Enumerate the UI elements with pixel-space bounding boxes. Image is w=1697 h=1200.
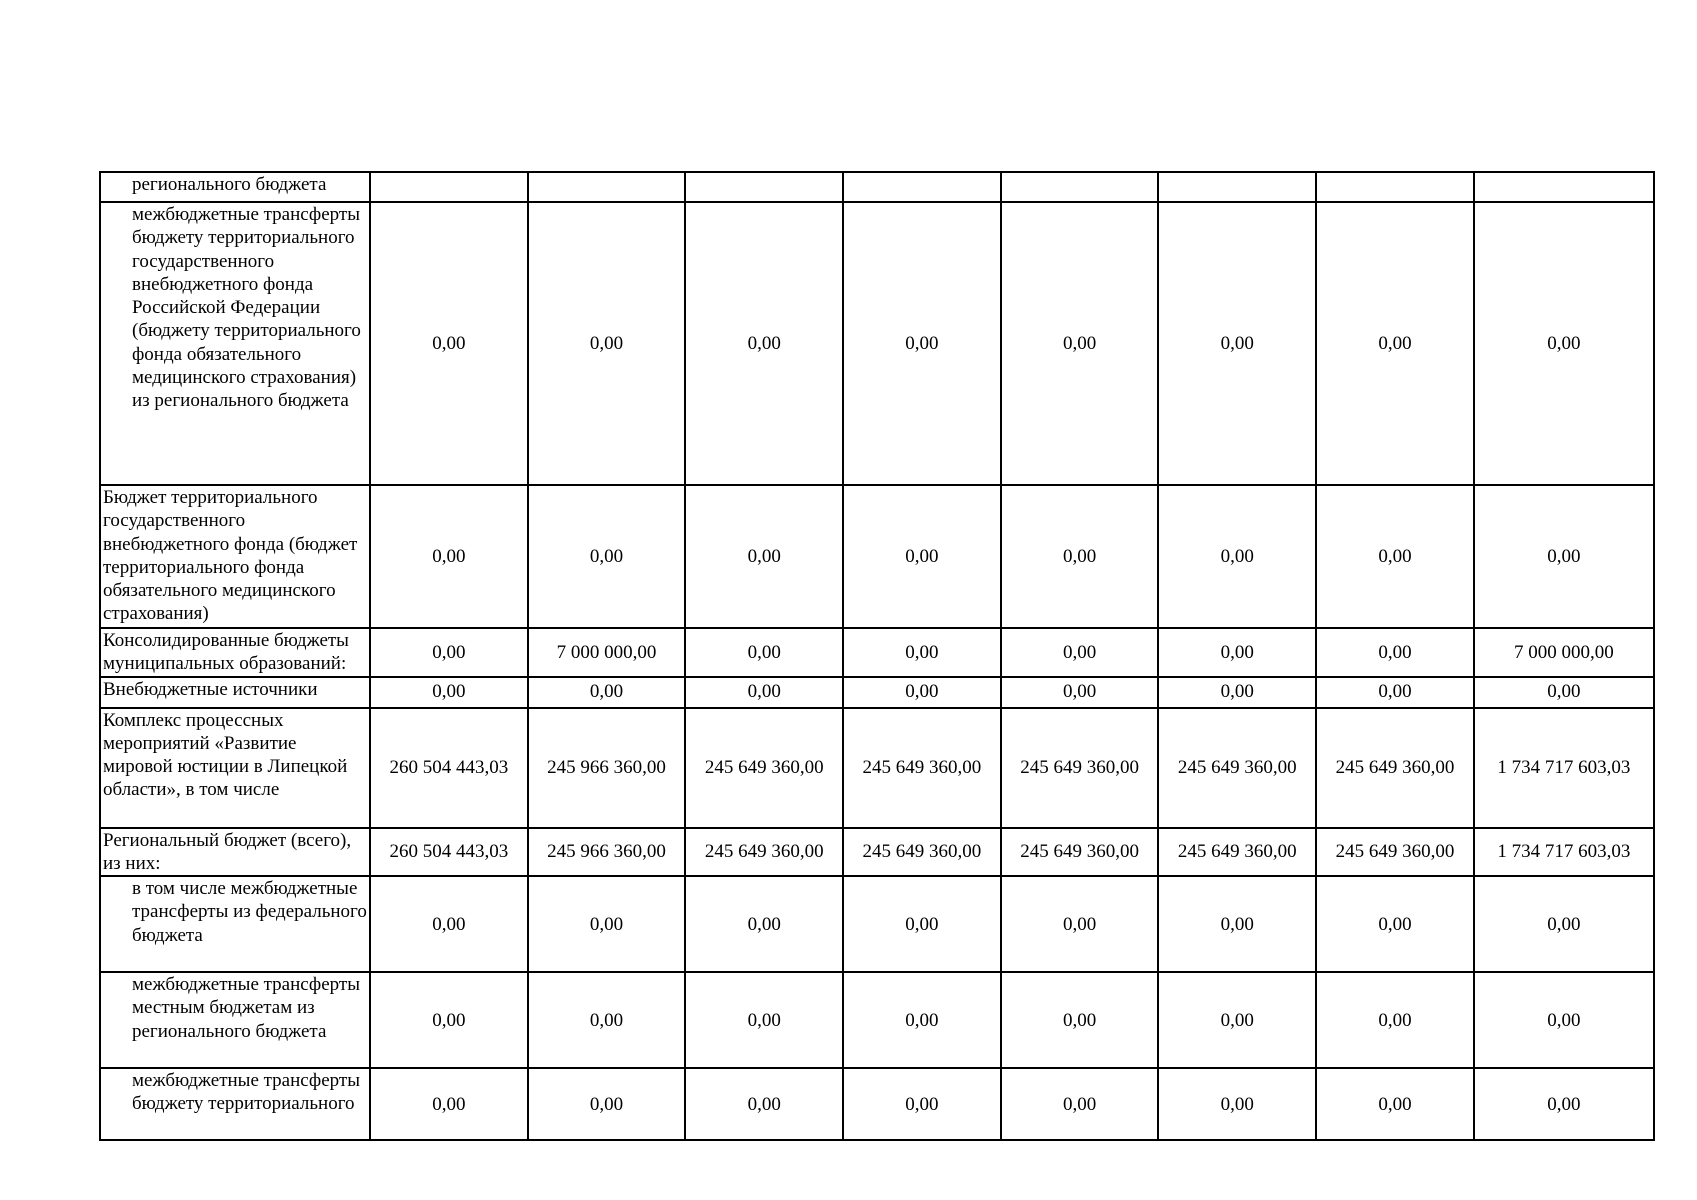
year-value-cell: 245 649 360,00: [1316, 708, 1474, 828]
row-label: Внебюджетные источники: [103, 678, 318, 700]
year-value-cell: 0,00: [685, 677, 843, 708]
year-value-cell: 0,00: [370, 485, 528, 628]
year-value-cell: 0,00: [685, 628, 843, 677]
row-label-cell: [100, 708, 370, 828]
year-value-cell: 0,00: [1316, 1068, 1474, 1140]
year-value-cell: 245 649 360,00: [685, 828, 843, 877]
table-row: [100, 1068, 1654, 1140]
year-value-cell: 0,00: [528, 202, 686, 485]
year-value-cell: 245 649 360,00: [1158, 828, 1316, 877]
year-value-cell: 0,00: [843, 202, 1001, 485]
year-value-cell: [1001, 172, 1159, 202]
total-value-cell: 7 000 000,00: [1474, 628, 1654, 677]
year-value-cell: 0,00: [1316, 485, 1474, 628]
year-value-cell: 260 504 443,03: [370, 708, 528, 828]
table-row: [100, 876, 1654, 972]
year-value-cell: 0,00: [1316, 972, 1474, 1068]
row-label-cell: [100, 876, 370, 972]
year-value-cell: 0,00: [528, 1068, 686, 1140]
budget-table-body: [100, 172, 1654, 1140]
year-value-cell: 0,00: [1001, 972, 1159, 1068]
year-value-cell: 0,00: [843, 972, 1001, 1068]
year-value-cell: 0,00: [1158, 677, 1316, 708]
year-value-cell: 245 649 360,00: [843, 708, 1001, 828]
table-row: [100, 172, 1654, 202]
row-label: межбюджетные трансферты местным бюджетам из регионального бюджета: [132, 974, 360, 1042]
table-row: [100, 202, 1654, 485]
year-value-cell: [843, 172, 1001, 202]
year-value-cell: 0,00: [843, 485, 1001, 628]
year-value-cell: 0,00: [370, 628, 528, 677]
row-label-cell: [100, 172, 370, 202]
year-value-cell: 245 649 360,00: [843, 828, 1001, 877]
year-value-cell: 0,00: [370, 677, 528, 708]
year-value-cell: 0,00: [370, 972, 528, 1068]
year-value-cell: 0,00: [1316, 876, 1474, 972]
year-value-cell: 0,00: [528, 972, 686, 1068]
row-label: межбюджетные трансферты бюджету территориального государственного внебюджетного фонда Российской Федерации (бюджету территориального фонда обязательного медицинского страхования) из регионального бюджета: [132, 204, 361, 412]
year-value-cell: 245 649 360,00: [1001, 708, 1159, 828]
row-label: в том числе межбюджетные трансферты из федерального бюджета: [132, 878, 367, 946]
year-value-cell: 245 966 360,00: [528, 708, 686, 828]
total-value-cell: 0,00: [1474, 972, 1654, 1068]
year-value-cell: 245 649 360,00: [685, 708, 843, 828]
year-value-cell: 0,00: [843, 876, 1001, 972]
row-label-cell: [100, 1068, 370, 1140]
year-value-cell: 0,00: [1158, 485, 1316, 628]
row-label: Консолидированные бюджеты муниципальных образований:: [103, 630, 349, 675]
total-value-cell: 1 734 717 603,03: [1474, 828, 1654, 877]
budget-table: [99, 171, 1655, 1141]
year-value-cell: 0,00: [1158, 876, 1316, 972]
year-value-cell: [1316, 172, 1474, 202]
year-value-cell: 0,00: [1158, 1068, 1316, 1140]
year-value-cell: 0,00: [1316, 202, 1474, 485]
year-value-cell: 0,00: [370, 1068, 528, 1140]
year-value-cell: 0,00: [685, 485, 843, 628]
year-value-cell: 0,00: [370, 876, 528, 972]
total-value-cell: 0,00: [1474, 1068, 1654, 1140]
year-value-cell: 0,00: [685, 972, 843, 1068]
year-value-cell: 0,00: [1001, 1068, 1159, 1140]
table-row: [100, 628, 1654, 677]
row-label-cell: [100, 828, 370, 877]
year-value-cell: 0,00: [1001, 677, 1159, 708]
year-value-cell: 245 649 360,00: [1158, 708, 1316, 828]
row-label: Бюджет территориального государственного внебюджетного фонда (бюджет территориального фонда обязательного медицинского страхования): [103, 487, 358, 625]
year-value-cell: [370, 172, 528, 202]
row-label-cell: [100, 485, 370, 628]
year-value-cell: 0,00: [843, 628, 1001, 677]
total-value-cell: 0,00: [1474, 677, 1654, 708]
table-row: [100, 708, 1654, 828]
year-value-cell: 0,00: [528, 876, 686, 972]
row-label-cell: [100, 628, 370, 677]
year-value-cell: 0,00: [1158, 972, 1316, 1068]
year-value-cell: 0,00: [528, 677, 686, 708]
total-value-cell: 1 734 717 603,03: [1474, 708, 1654, 828]
year-value-cell: 0,00: [843, 677, 1001, 708]
year-value-cell: 0,00: [1158, 628, 1316, 677]
year-value-cell: 7 000 000,00: [528, 628, 686, 677]
total-value-cell: 0,00: [1474, 202, 1654, 485]
year-value-cell: 0,00: [685, 202, 843, 485]
year-value-cell: 0,00: [843, 1068, 1001, 1140]
year-value-cell: 0,00: [370, 202, 528, 485]
year-value-cell: 0,00: [1001, 202, 1159, 485]
row-label: Комплекс процессных мероприятий «Развитие мировой юстиции в Липецкой области», в том числе: [103, 709, 348, 801]
year-value-cell: [685, 172, 843, 202]
year-value-cell: 0,00: [1316, 628, 1474, 677]
row-label-cell: [100, 972, 370, 1068]
row-label-cell: [100, 677, 370, 708]
year-value-cell: 245 966 360,00: [528, 828, 686, 877]
year-value-cell: 245 649 360,00: [1316, 828, 1474, 877]
row-label-cell: [100, 202, 370, 485]
table-row: [100, 828, 1654, 877]
total-value-cell: [1474, 172, 1654, 202]
row-label: межбюджетные трансферты бюджету территориального: [132, 1070, 360, 1115]
year-value-cell: 260 504 443,03: [370, 828, 528, 877]
row-label: Региональный бюджет (всего), из них:: [103, 829, 352, 874]
year-value-cell: 0,00: [1158, 202, 1316, 485]
table-row: [100, 972, 1654, 1068]
year-value-cell: 245 649 360,00: [1001, 828, 1159, 877]
year-value-cell: 0,00: [1001, 485, 1159, 628]
table-row: [100, 677, 1654, 708]
row-label: регионального бюджета: [132, 174, 327, 195]
year-value-cell: 0,00: [685, 1068, 843, 1140]
year-value-cell: 0,00: [1001, 628, 1159, 677]
year-value-cell: 0,00: [1316, 677, 1474, 708]
total-value-cell: 0,00: [1474, 876, 1654, 972]
table-row: [100, 485, 1654, 628]
year-value-cell: 0,00: [1001, 876, 1159, 972]
year-value-cell: [1158, 172, 1316, 202]
year-value-cell: 0,00: [528, 485, 686, 628]
year-value-cell: 0,00: [685, 876, 843, 972]
year-value-cell: [528, 172, 686, 202]
total-value-cell: 0,00: [1474, 485, 1654, 628]
